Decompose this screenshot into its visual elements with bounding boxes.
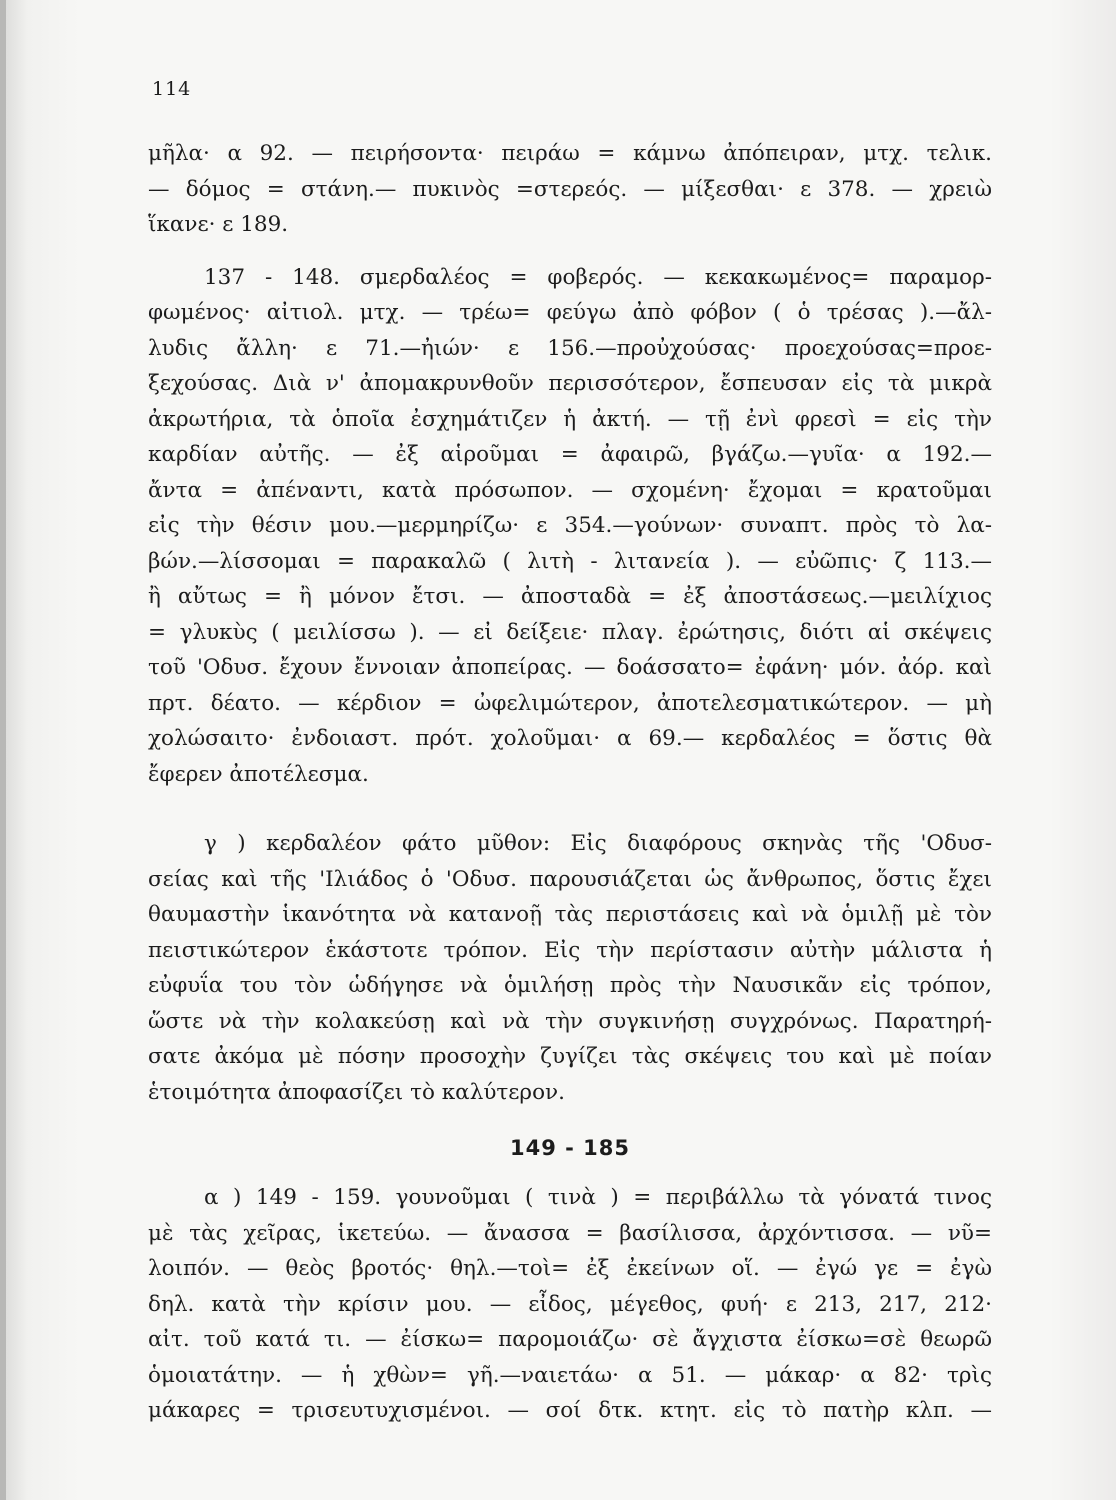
section-heading: 149 - 185 [509,1136,630,1160]
paragraph-2 [148,260,992,793]
text-line: γ ) κερδαλέον φάτο μῦθον: Εἰς διαφόρους σκηνὰς τῆς 'Οδυσ- [204,831,992,856]
text-line: ἔφερεν ἀποτέλεσμα. [148,761,369,787]
text-line: χολώσαιτο· ἐνδοιαστ. πρότ. χολοῦμαι· α 69.— κερδαλέος = ὅστις θὰ [148,726,992,751]
text-line: 137 - 148. σμερδαλέος = φοβερός. — κεκακωμένος= παραμορ- [204,264,992,290]
paragraph-1 [148,136,992,243]
text-line: καρδίαν αὐτῆς. — ἐξ αἱροῦμαι = ἀφαιρῶ, βγάζω.—γυῖα· α 192.— [148,442,992,467]
text-line: = γλυκὺς ( μειλίσσω ). — εἰ δείξειε· πλαγ. ἐρώτησις, διότι αἱ σκέψεις [148,619,992,645]
page-content [148,136,992,1429]
text-line: σατε ἀκόμα μὲ πόσην προσοχὴν ζυγίζει τὰς σκέψεις του καὶ μὲ ποίαν [148,1044,992,1069]
text-line: λυδις ἄλλη· ε 71.—ἠιών· ε 156.—προὐχούσας· προεχούσας=προε- [148,335,992,361]
text-line: εὐφυΐα του τὸν ὡδήγησε νὰ ὁμιλήσῃ πρὸς τὴν Ναυσικᾶν εἰς τρόπον, [148,973,992,998]
text-line: ἄντα = ἀπέναντι, κατὰ πρόσωπον. — σχομένη· ἔχομαι = κρατοῦμαι [148,477,992,503]
text-line: δηλ. κατὰ τὴν κρίσιν μου. — εἶδος, μέγεθος, φυή· ε 213, 217, 212· [148,1291,992,1317]
text-line: αἰτ. τοῦ κατά τι. — ἐίσκω= παρομοιάζω· σὲ ἄγχιστα ἐίσκω=σὲ θεωρῶ [148,1327,992,1352]
scan-edge-shadow [0,0,6,1500]
text-line: τοῦ 'Οδυσ. ἔχουν ἔννοιαν ἀποπείρας. — δοάσσατο= ἐφάνη· μόν. ἀόρ. καὶ [148,655,992,680]
text-line: α ) 149 - 159. γουνοῦμαι ( τινὰ ) = περιβάλλω τὰ γόνατά τινος [204,1185,992,1210]
text-line: ἑτοιμότητα ἀποφασίζει τὸ καλύτερον. [148,1079,565,1105]
text-line: μὲ τὰς χεῖρας, ἱκετεύω. — ἄνασσα = βασίλισσα, ἀρχόντισσα. — νῦ= [148,1220,992,1246]
text-line: ἢ αὔτως = ἢ μόνον ἔτσι. — ἀποσταδὰ = ἐξ ἀποστάσεως.—μειλίχιος [148,584,992,609]
text-line: ὁμοιατάτην. — ἡ χθὼν= γῆ.—ναιετάω· α 51. — μάκαρ· α 82· τρὶς [148,1362,992,1388]
text-line: — δόμος = στάνη.— πυκινὸς =στερεός. — μίξεσθαι· ε 378. — χρειὼ [148,176,992,202]
text-line: μάκαρες = τρισευτυχισμένοι. — σοί δτκ. κτητ. εἰς τὸ πατὴρ κλπ. — [148,1398,992,1423]
text-line: ὥστε νὰ τὴν κολακεύσῃ καὶ νὰ τὴν συγκινήσῃ συγχρόνως. Παρατηρή- [148,1008,992,1034]
paragraph-3 [148,826,992,1110]
page-number: 114 [152,78,192,100]
text-line: ἀκρωτήρια, τὰ ὁποῖα ἐσχημάτιζεν ἡ ἀκτή. — τῇ ἐνὶ φρεσὶ = εἰς τὴν [148,406,992,432]
paragraph-4 [148,1180,992,1429]
text-line: λοιπόν. — θεὸς βροτός· θηλ.—τοὶ= ἐξ ἐκείνων οἵ. — ἐγώ γε = ἐγὼ [148,1256,992,1281]
text-line: ξεχούσας. Διὰ ν' ἀπομακρυνθοῦν περισσότερον, ἔσπευσαν εἰς τὰ μικρὰ [148,371,992,396]
text-line: σείας καὶ τῆς 'Ιλιάδος ὁ 'Οδυσ. παρουσιάζεται ὡς ἄνθρωπος, ὅστις ἔχει [148,866,992,892]
text-line: θαυμαστὴν ἱκανότητα νὰ κατανοῇ τὰς περιστάσεις καὶ νὰ ὁμιλῇ μὲ τὸν [148,902,992,927]
text-line: βών.—λίσσομαι = παρακαλῶ ( λιτὴ - λιτανεία ). — εὐῶπις· ζ 113.— [148,548,992,574]
text-line: φωμένος· αἰτιολ. μτχ. — τρέω= φεύγω ἀπὸ φόβον ( ὁ τρέσας ).—ἄλ- [148,300,992,325]
text-line: πειστικώτερον ἑκάστοτε τρόπον. Εἰς τὴν περίστασιν αὐτὴν μάλιστα ἡ [148,937,992,963]
text-line: εἰς τὴν θέσιν μου.—μερμηρίζω· ε 354.—γούνων· συναπτ. πρὸς τὸ λα- [148,513,992,538]
text-line: πρτ. δέατο. — κέρδιον = ὠφελιμώτερον, ἀποτελεσματικώτερον. — μὴ [148,690,992,716]
text-line: ἵκανε· ε 189. [148,212,289,237]
text-line: μῆλα· α 92. — πειρήσοντα· πειράω = κάμνω ἀπόπειραν, μτχ. τελικ. [148,141,992,166]
